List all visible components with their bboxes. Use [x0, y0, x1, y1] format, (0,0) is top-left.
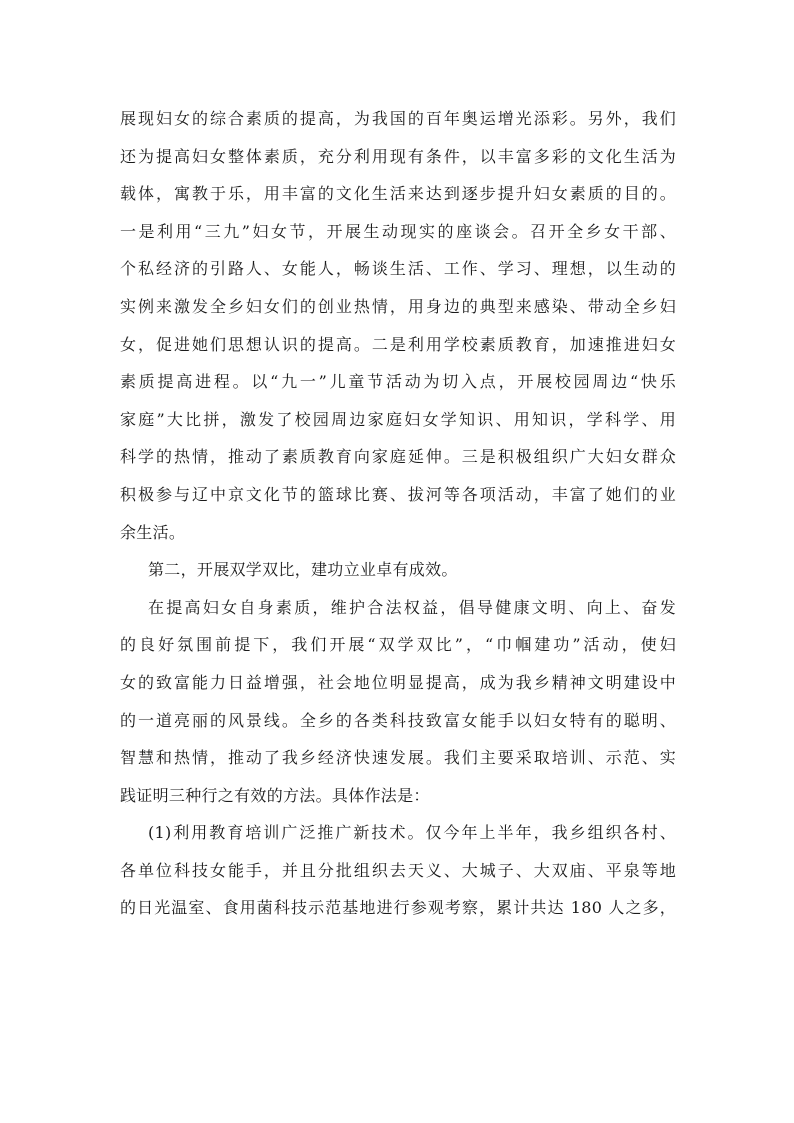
text-line: 个私经济的引路人、女能人，畅谈生活、工作、学习、理想，以生动的	[120, 259, 676, 279]
document-body	[120, 100, 676, 927]
text-line: 一是利用“三九”妇女节，开展生动现实的座谈会。召开全乡女干部、	[120, 221, 676, 241]
text-line: 践证明三种行之有效的方法。具体作法是：	[120, 785, 430, 805]
text-line: 女的致富能力日益增强，社会地位明显提高，成为我乡精神文明建设中	[120, 672, 676, 692]
text-line: 素质提高进程。以“九一”儿童节活动为切入点，开展校园周边“快乐	[120, 372, 676, 392]
text-line: 实例来激发全乡妇女们的创业热情，用身边的典型来感染、带动全乡妇	[120, 296, 676, 316]
text-line: 智慧和热情，推动了我乡经济快速发展。我们主要采取培训、示范、实	[120, 748, 676, 768]
text-line: 还为提高妇女整体素质，充分利用现有条件，以丰富多彩的文化生活为	[120, 146, 676, 166]
text-line: (1)利用教育培训广泛推广新技术。仅今年上半年，我乡组织各村、	[148, 823, 676, 843]
text-line: 在提高妇女自身素质，维护合法权益，倡导健康文明、向上、奋发	[148, 597, 676, 617]
text-line: 家庭”大比拼，激发了校园周边家庭妇女学知识、用知识，学科学、用	[120, 409, 676, 429]
text-line: 余生活。	[120, 522, 186, 542]
text-line: 女，促进她们思想认识的提高。二是利用学校素质教育，加速推进妇女	[120, 334, 676, 354]
text-line: 的一道亮丽的风景线。全乡的各类科技致富女能手以妇女特有的聪明、	[120, 710, 676, 730]
section-heading: 第二，开展双学双比，建功立业卓有成效。	[148, 560, 458, 580]
text-line: 科学的热情，推动了素质教育向家庭延伸。三是积极组织广大妇女群众	[120, 447, 676, 467]
text-line: 的日光温室、食用菌科技示范基地进行参观考察，累计共达 180 人之多，	[120, 898, 676, 918]
text-line: 的良好氛围前提下，我们开展“双学双比”，“巾帼建功”活动，使妇	[120, 635, 676, 655]
text-line: 各单位科技女能手，并且分批组织去天义、大城子、大双庙、平泉等地	[120, 860, 676, 880]
text-line: 积极参与辽中京文化节的篮球比赛、拔河等各项活动，丰富了她们的业	[120, 484, 676, 504]
text-line: 展现妇女的综合素质的提高，为我国的百年奥运增光添彩。另外，我们	[120, 109, 676, 128]
text-line: 载体，寓教于乐，用丰富的文化生活来达到逐步提升妇女素质的目的。	[120, 184, 676, 204]
